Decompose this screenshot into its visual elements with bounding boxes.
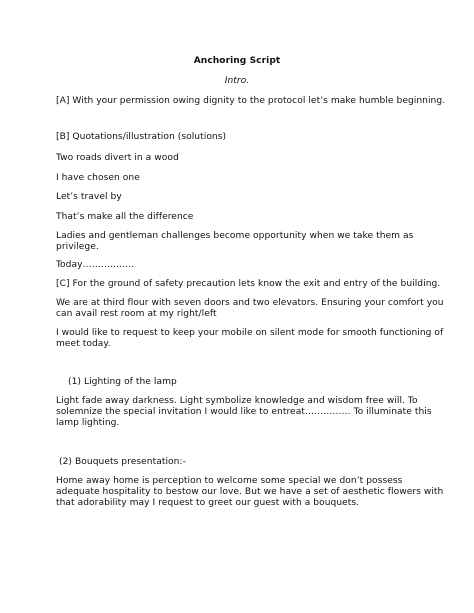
section-1-heading: (1) Lighting of the lamp bbox=[68, 377, 177, 387]
lamp-paragraph-line: lamp lighting. bbox=[56, 418, 120, 428]
quote-line: That’s make all the difference bbox=[56, 212, 194, 222]
paragraph-a: [A] With your permission owing dignity to the protocol let’s make humble beginning. bbox=[56, 96, 446, 106]
document-subtitle: Intro. bbox=[224, 76, 250, 86]
quote-line: Ladies and gentleman challenges become opportunity when we take them as bbox=[56, 231, 414, 241]
mobile-request-line: meet today. bbox=[56, 339, 111, 349]
mobile-request-line: I would like to request to keep your mobile on silent mode for smooth functioning of bbox=[56, 328, 444, 338]
bouquet-paragraph-line: adequate hospitality to bestow our love. But we have a set of aesthetic flowers with bbox=[56, 487, 444, 497]
quote-line: Let’s travel by bbox=[56, 192, 122, 202]
floor-info-line: can avail rest room at my right/left bbox=[56, 309, 217, 319]
today-line: Today…………….. bbox=[56, 260, 135, 270]
paragraph-b-heading: [B] Quotations/illustration (solutions) bbox=[56, 132, 227, 142]
lamp-paragraph-line: solemnize the special invitation I would like to entreat…………… To illuminate this bbox=[56, 407, 432, 417]
quote-line: Two roads divert in a wood bbox=[56, 153, 179, 163]
section-2-heading: (2) Bouquets presentation:- bbox=[59, 457, 186, 467]
document-title: Anchoring Script bbox=[193, 56, 281, 66]
lamp-paragraph-line: Light fade away darkness. Light symbolize knowledge and wisdom free will. To bbox=[56, 396, 418, 406]
floor-info-line: We are at third flour with seven doors and two elevators. Ensuring your comfort you bbox=[56, 298, 444, 308]
bouquet-paragraph-line: Home away home is perception to welcome some special we don’t possess bbox=[56, 476, 403, 486]
bouquet-paragraph-line: that adorability may I request to greet our guest with a bouquets. bbox=[56, 498, 360, 508]
paragraph-c: [C] For the ground of safety precaution lets know the exit and entry of the building. bbox=[56, 279, 441, 289]
quote-line: privilege. bbox=[56, 242, 99, 252]
quote-line: I have chosen one bbox=[56, 173, 140, 183]
